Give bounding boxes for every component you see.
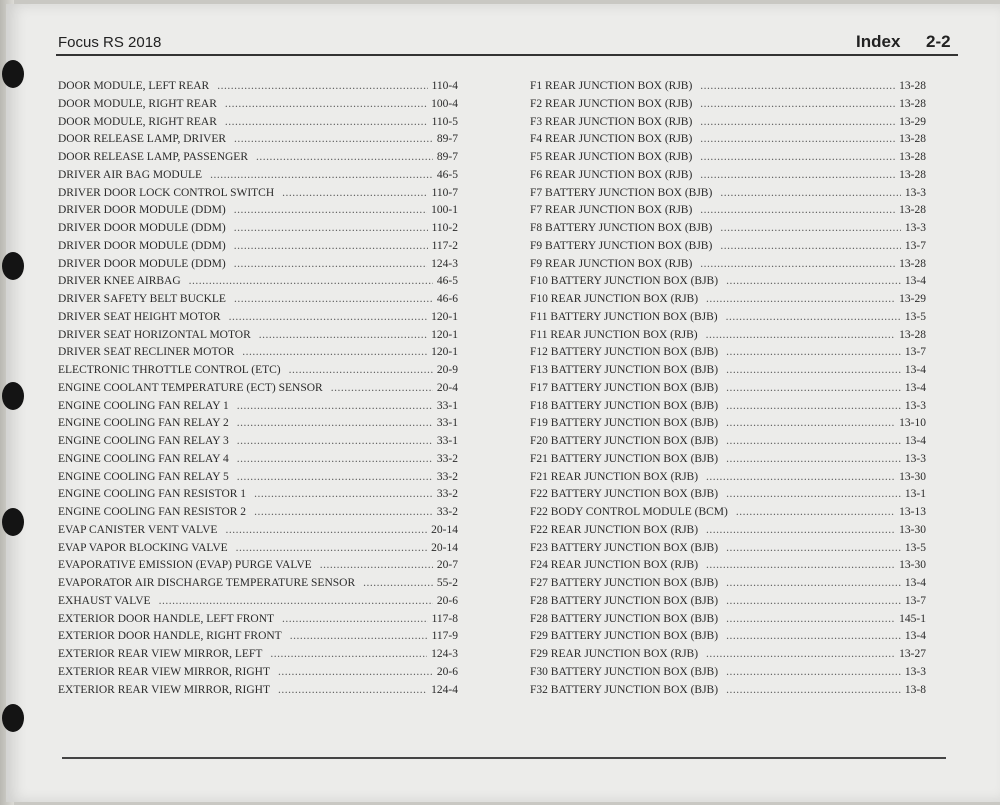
dot-leader [736,504,895,522]
dot-leader [217,78,427,96]
dot-leader [225,114,428,132]
section-title: Index [856,32,901,51]
dot-leader [726,398,901,416]
entry-page-ref: 100-1 [431,204,458,217]
dot-leader [726,380,901,398]
dot-leader [706,557,895,575]
entry-page-ref: 13-5 [904,541,926,554]
entry-page-ref: 13-3 [904,186,926,199]
index-entry [58,522,458,540]
entry-page-ref: 55-2 [436,577,458,589]
dot-leader [706,646,895,664]
entry-page-ref: 13-30 [899,470,926,483]
entry-page-ref: 13-30 [899,523,926,536]
entry-name: F10 BATTERY JUNCTION BOX (BJB) [530,275,719,288]
entry-name: EVAPORATIVE EMISSION (EVAP) PURGE VALVE [58,559,312,572]
index-entry [58,504,458,522]
dot-leader [254,486,433,504]
index-entry [58,593,458,611]
entry-name: F11 REAR JUNCTION BOX (RJB) [530,328,698,341]
dot-leader [256,149,433,167]
entry-name: F27 BATTERY JUNCTION BOX (BJB) [530,577,719,589]
entry-name: F22 REAR JUNCTION BOX (RJB) [530,523,699,536]
entry-name: F24 REAR JUNCTION BOX (RJB) [530,559,699,572]
entry-page-ref: 33-2 [436,470,458,483]
index-entry [58,646,458,664]
entry-page-ref: 13-28 [899,80,926,92]
entry-page-ref: 13-4 [904,630,926,643]
entry-name: EXTERIOR REAR VIEW MIRROR, RIGHT [58,665,271,678]
dot-leader [726,664,901,682]
index-entry [58,344,458,362]
entry-name: DRIVER SEAT HEIGHT MOTOR [58,310,221,323]
dot-leader [700,114,895,132]
dot-leader [726,611,895,629]
index-entry [58,469,458,487]
dot-leader [282,185,427,203]
entry-page-ref: 13-4 [904,577,926,589]
dot-leader [700,167,895,185]
entry-page-ref: 33-1 [436,435,458,447]
entry-page-ref: 13-10 [899,417,926,430]
entry-name: EXTERIOR DOOR HANDLE, RIGHT FRONT [58,630,282,643]
dot-leader [700,149,895,167]
dot-leader [234,238,428,256]
index-entry [530,238,926,256]
dot-leader [320,557,433,575]
dot-leader [278,682,427,700]
index-entry [58,114,458,132]
index-entry [530,167,926,185]
dot-leader [242,344,427,362]
index-entry [58,611,458,629]
entry-page-ref: 120-1 [431,328,458,341]
entry-page-ref: 117-2 [431,239,458,252]
index-entry [58,96,458,114]
dot-leader [234,256,427,274]
entry-name: F22 BATTERY JUNCTION BOX (BJB) [530,488,719,501]
entry-page-ref: 33-1 [436,399,458,412]
dot-leader [706,327,896,345]
entry-name: F17 BATTERY JUNCTION BOX (BJB) [530,381,719,394]
dot-leader [706,522,895,540]
dot-leader [726,309,901,327]
entry-page-ref: 13-4 [904,364,926,376]
entry-name: EVAP CANISTER VENT VALVE [58,523,218,536]
entry-page-ref: 110-7 [431,186,458,199]
entry-name: DRIVER DOOR LOCK CONTROL SWITCH [58,186,275,199]
entry-name: F22 BODY CONTROL MODULE (BCM) [530,506,728,518]
index-entry [58,273,458,291]
index-column-right [530,78,926,699]
punch-hole [2,252,24,280]
entry-name: DRIVER SAFETY BELT BUCKLE [58,293,226,305]
index-entry [530,522,926,540]
entry-name: F7 REAR JUNCTION BOX (RJB) [530,204,693,217]
entry-page-ref: 145-1 [899,612,926,625]
entry-name: F1 REAR JUNCTION BOX (RJB) [530,80,693,92]
dot-leader [229,309,428,327]
dot-leader [700,78,895,96]
index-entry [530,362,926,380]
index-entry [530,433,926,451]
index-entry [58,309,458,327]
entry-page-ref: 13-4 [904,275,926,288]
dot-leader [259,327,427,345]
entry-name: EVAP VAPOR BLOCKING VALVE [58,541,228,554]
index-entry [530,202,926,220]
index-entry [58,131,458,149]
index-entry [58,167,458,185]
entry-page-ref: 33-2 [436,488,458,501]
page-number: 2-2 [926,32,951,51]
entry-name: F3 REAR JUNCTION BOX (RJB) [530,115,693,128]
footer-rule [62,757,946,759]
entry-page-ref: 13-27 [899,648,926,660]
dot-leader [700,96,895,114]
entry-page-ref: 13-3 [904,399,926,412]
entry-name: F5 REAR JUNCTION BOX (RJB) [530,151,693,163]
entry-page-ref: 20-7 [436,559,458,572]
index-entry [530,504,926,522]
entry-page-ref: 13-30 [899,559,926,572]
entry-name: F21 BATTERY JUNCTION BOX (BJB) [530,452,719,465]
index-entry [530,149,926,167]
entry-name: F10 REAR JUNCTION BOX (RJB) [530,293,699,305]
entry-page-ref: 13-7 [904,594,926,607]
index-entry [58,238,458,256]
entry-name: ENGINE COOLANT TEMPERATURE (ECT) SENSOR [58,381,323,394]
entry-page-ref: 20-6 [436,665,458,678]
dot-leader [234,220,428,238]
dot-leader [270,646,427,664]
entry-name: F29 BATTERY JUNCTION BOX (BJB) [530,630,719,643]
index-entry [58,398,458,416]
entry-name: F12 BATTERY JUNCTION BOX (BJB) [530,346,719,359]
dot-leader [234,202,427,220]
entry-name: F9 REAR JUNCTION BOX (RJB) [530,257,693,270]
dot-leader [726,344,901,362]
entry-page-ref: 13-29 [899,115,926,128]
entry-page-ref: 20-9 [436,364,458,376]
dot-leader [363,575,433,593]
dot-leader [237,433,433,451]
entry-page-ref: 46-5 [436,168,458,181]
entry-name: DOOR MODULE, LEFT REAR [58,80,210,92]
index-entry [58,149,458,167]
entry-name: F11 BATTERY JUNCTION BOX (BJB) [530,310,718,323]
index-entry [530,185,926,203]
dot-leader [234,291,433,309]
entry-page-ref: 13-1 [904,488,926,501]
index-entry [530,220,926,238]
punch-hole [2,382,24,410]
entry-page-ref: 46-6 [436,293,458,305]
entry-name: ENGINE COOLING FAN RESISTOR 1 [58,488,247,501]
entry-page-ref: 13-3 [904,665,926,678]
index-entry [530,131,926,149]
dot-leader [225,96,427,114]
index-entry [58,362,458,380]
index-entry [530,611,926,629]
dot-leader [700,202,895,220]
dot-leader [726,540,901,558]
index-entry [58,451,458,469]
dot-leader [726,415,895,433]
entry-page-ref: 20-14 [431,541,458,554]
index-entry [58,220,458,238]
entry-page-ref: 13-5 [904,310,926,323]
index-entry [58,415,458,433]
dot-leader [726,433,901,451]
dot-leader [278,664,433,682]
entry-page-ref: 33-2 [436,506,458,518]
dot-leader [289,362,433,380]
index-entry [530,646,926,664]
index-entry [58,327,458,345]
entry-page-ref: 33-2 [436,452,458,465]
dot-leader [210,167,433,185]
dot-leader [726,575,901,593]
entry-page-ref: 13-3 [904,452,926,465]
entry-name: F28 BATTERY JUNCTION BOX (BJB) [530,612,719,625]
entry-name: EXHAUST VALVE [58,594,151,607]
entry-name: DRIVER SEAT HORIZONTAL MOTOR [58,328,251,341]
entry-name: DRIVER SEAT RECLINER MOTOR [58,346,235,359]
index-entry [530,380,926,398]
entry-page-ref: 13-28 [899,168,926,181]
entry-page-ref: 13-8 [904,683,926,696]
entry-name: DRIVER KNEE AIRBAG [58,275,181,288]
index-entry [58,78,458,96]
entry-page-ref: 13-28 [899,204,926,217]
entry-page-ref: 110-5 [431,115,458,128]
punch-hole [2,508,24,536]
entry-name: F30 BATTERY JUNCTION BOX (BJB) [530,665,719,678]
index-entry [58,575,458,593]
entry-name: F18 BATTERY JUNCTION BOX (BJB) [530,399,719,412]
dot-leader [726,682,901,700]
entry-page-ref: 20-6 [436,594,458,607]
index-entry [530,664,926,682]
entry-page-ref: 124-4 [431,683,458,696]
entry-name: ENGINE COOLING FAN RELAY 4 [58,452,229,465]
index-entry [530,540,926,558]
entry-page-ref: 110-2 [431,222,458,234]
index-entry [58,380,458,398]
index-entry [58,291,458,309]
entry-page-ref: 13-4 [904,381,926,394]
entry-page-ref: 13-28 [899,257,926,270]
entry-name: F21 REAR JUNCTION BOX (RJB) [530,470,699,483]
entry-name: ENGINE COOLING FAN RELAY 3 [58,435,229,447]
dot-leader [726,628,901,646]
entry-name: DRIVER DOOR MODULE (DDM) [58,257,226,270]
index-entry [58,202,458,220]
entry-page-ref: 110-4 [431,80,458,92]
entry-name: ENGINE COOLING FAN RESISTOR 2 [58,506,247,518]
header-rule [56,54,958,56]
entry-page-ref: 124-3 [431,257,458,270]
entry-name: F28 BATTERY JUNCTION BOX (BJB) [530,594,719,607]
entry-page-ref: 20-4 [436,381,458,394]
entry-page-ref: 13-7 [904,346,926,359]
entry-name: F9 BATTERY JUNCTION BOX (BJB) [530,239,713,252]
index-entry [530,291,926,309]
entry-name: EVAPORATOR AIR DISCHARGE TEMPERATURE SENSOR [58,577,356,589]
entry-name: ENGINE COOLING FAN RELAY 5 [58,470,229,483]
dot-leader [189,273,433,291]
index-entry [530,398,926,416]
entry-page-ref: 124-3 [431,648,458,660]
index-entry [530,469,926,487]
entry-page-ref: 117-8 [431,612,458,625]
dot-leader [237,469,433,487]
entry-page-ref: 120-1 [431,346,458,359]
index-entry [58,540,458,558]
index-entry [530,309,926,327]
entry-name: DOOR RELEASE LAMP, DRIVER [58,133,227,146]
index-entry [530,451,926,469]
entry-name: EXTERIOR DOOR HANDLE, LEFT FRONT [58,612,275,625]
entry-page-ref: 13-28 [899,151,926,163]
dot-leader [726,486,901,504]
index-entry [530,114,926,132]
entry-name: ELECTRONIC THROTTLE CONTROL (ETC) [58,364,281,376]
entry-name: F7 BATTERY JUNCTION BOX (BJB) [530,186,713,199]
index-entry [530,273,926,291]
entry-page-ref: 13-4 [904,435,926,447]
dot-leader [159,593,433,611]
index-entry [58,433,458,451]
dot-leader [700,256,895,274]
punch-hole [2,704,24,732]
entry-page-ref: 13-28 [899,328,926,341]
dot-leader [237,398,433,416]
dot-leader [700,131,895,149]
dot-leader [706,291,895,309]
index-entry [530,78,926,96]
entry-name: F19 BATTERY JUNCTION BOX (BJB) [530,417,719,430]
index-entry [530,557,926,575]
entry-page-ref: 100-4 [431,97,458,110]
entry-page-ref: 13-28 [899,97,926,110]
dot-leader [225,522,427,540]
punch-hole [2,60,24,88]
dot-leader [720,238,901,256]
index-entry [530,344,926,362]
index-entry [530,628,926,646]
dot-leader [282,611,428,629]
entry-name: DOOR RELEASE LAMP, PASSENGER [58,151,248,163]
index-entry [530,327,926,345]
dot-leader [236,540,427,558]
entry-page-ref: 13-7 [904,239,926,252]
index-entry [530,486,926,504]
dot-leader [720,185,901,203]
entry-name: F13 BATTERY JUNCTION BOX (BJB) [530,364,719,376]
entry-page-ref: 33-1 [436,417,458,430]
entry-page-ref: 20-14 [431,523,458,536]
index-entry [530,682,926,700]
entry-page-ref: 120-1 [431,310,458,323]
entry-name: EXTERIOR REAR VIEW MIRROR, RIGHT [58,683,271,696]
entry-name: DOOR MODULE, RIGHT REAR [58,115,217,128]
dot-leader [237,451,433,469]
entry-name: F32 BATTERY JUNCTION BOX (BJB) [530,683,719,696]
index-entry [58,682,458,700]
entry-page-ref: 89-7 [436,151,458,163]
entry-name: F6 REAR JUNCTION BOX (RJB) [530,168,693,181]
dot-leader [290,628,428,646]
index-entry [58,185,458,203]
dot-leader [726,273,901,291]
entry-name: DRIVER AIR BAG MODULE [58,168,203,181]
entry-page-ref: 117-9 [431,630,458,643]
dot-leader [706,469,895,487]
index-entry [58,557,458,575]
dot-leader [234,131,433,149]
dot-leader [254,504,433,522]
entry-name: DOOR MODULE, RIGHT REAR [58,97,217,110]
entry-page-ref: 13-29 [899,293,926,305]
index-entry [58,628,458,646]
index-entry [58,664,458,682]
index-entry [530,96,926,114]
entry-name: ENGINE COOLING FAN RELAY 2 [58,417,229,430]
index-entry [530,575,926,593]
entry-name: F29 REAR JUNCTION BOX (RJB) [530,648,699,660]
manual-title: Focus RS 2018 [58,34,162,51]
entry-name: F23 BATTERY JUNCTION BOX (BJB) [530,541,719,554]
dot-leader [726,451,901,469]
index-entry [58,256,458,274]
index-entry [530,415,926,433]
index-entry [58,486,458,504]
dot-leader [331,380,433,398]
index-entry [530,593,926,611]
entry-page-ref: 89-7 [436,133,458,146]
entry-name: F2 REAR JUNCTION BOX (RJB) [530,97,693,110]
index-column-left [58,78,458,699]
dot-leader [720,220,901,238]
dot-leader [237,415,433,433]
entry-page-ref: 13-13 [899,506,926,518]
entry-name: ENGINE COOLING FAN RELAY 1 [58,399,229,412]
dot-leader [726,362,901,380]
entry-name: EXTERIOR REAR VIEW MIRROR, LEFT [58,648,263,660]
entry-name: F8 BATTERY JUNCTION BOX (BJB) [530,222,713,234]
index-entry [530,256,926,274]
entry-name: DRIVER DOOR MODULE (DDM) [58,222,226,234]
entry-name: F20 BATTERY JUNCTION BOX (BJB) [530,435,719,447]
dot-leader [726,593,901,611]
entry-page-ref: 13-3 [904,222,926,234]
entry-name: F4 REAR JUNCTION BOX (RJB) [530,133,693,146]
entry-name: DRIVER DOOR MODULE (DDM) [58,239,226,252]
entry-page-ref: 46-5 [436,275,458,288]
entry-page-ref: 13-28 [899,133,926,146]
entry-name: DRIVER DOOR MODULE (DDM) [58,204,226,217]
